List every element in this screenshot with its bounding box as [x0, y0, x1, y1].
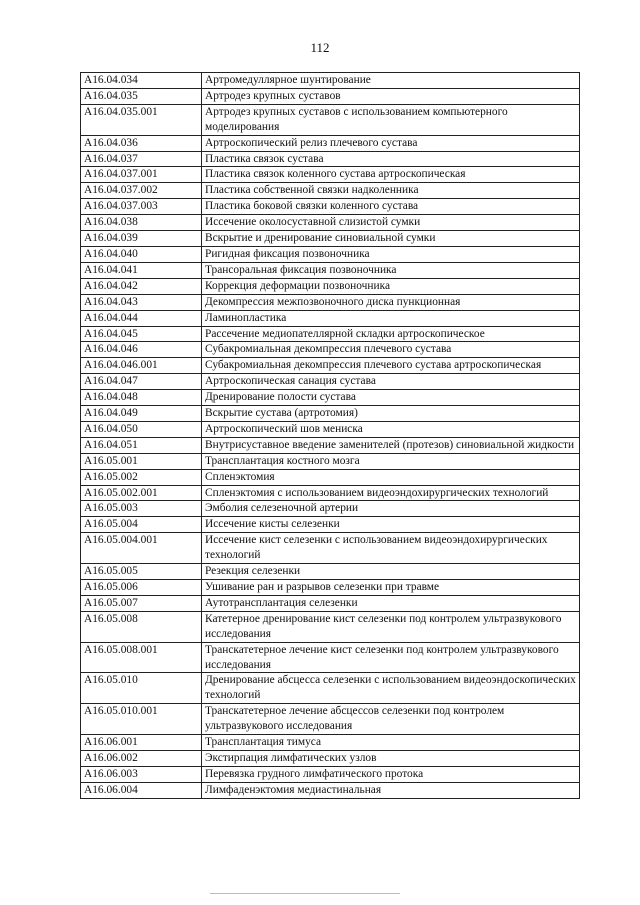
- table-row: [81, 374, 580, 390]
- procedure-code-cell: A16.04.044: [81, 310, 202, 326]
- table-row: [81, 580, 580, 596]
- table-row: [81, 673, 580, 704]
- procedure-code-cell: A16.05.001: [81, 453, 202, 469]
- table-row: [81, 595, 580, 611]
- procedure-code-cell: A16.04.043: [81, 294, 202, 310]
- table-row: [81, 342, 580, 358]
- procedure-code-cell: A16.05.007: [81, 595, 202, 611]
- procedure-code-cell: A16.04.049: [81, 406, 202, 422]
- procedure-name-cell: Субакромиальная декомпрессия плечевого сустава: [202, 342, 580, 358]
- procedure-code-cell: A16.05.010: [81, 673, 202, 704]
- table-row: [81, 73, 580, 89]
- procedure-code-cell: A16.04.048: [81, 390, 202, 406]
- procedure-code-cell: A16.05.004: [81, 517, 202, 533]
- procedure-name-cell: Иссечение кисты селезенки: [202, 517, 580, 533]
- table-row: [81, 517, 580, 533]
- table-row: [81, 390, 580, 406]
- procedure-name-cell: Спленэктомия: [202, 469, 580, 485]
- procedure-name-cell: Коррекция деформации позвоночника: [202, 278, 580, 294]
- table-row: [81, 704, 580, 735]
- table-row: [81, 735, 580, 751]
- table-row: [81, 358, 580, 374]
- table-row: [81, 326, 580, 342]
- procedure-code-cell: A16.06.002: [81, 750, 202, 766]
- table-row: [81, 406, 580, 422]
- table-row: [81, 135, 580, 151]
- table-row: [81, 766, 580, 782]
- table-row: [81, 501, 580, 517]
- procedure-code-cell: A16.04.041: [81, 262, 202, 278]
- procedure-code-cell: A16.04.037.002: [81, 183, 202, 199]
- procedure-code-cell: A16.06.003: [81, 766, 202, 782]
- table-body: [81, 73, 580, 799]
- procedure-codes-table: [80, 72, 580, 799]
- table-row: [81, 167, 580, 183]
- procedure-code-cell: A16.04.035: [81, 88, 202, 104]
- procedure-code-cell: A16.05.004.001: [81, 533, 202, 564]
- page-number: 112: [310, 40, 330, 55]
- procedure-name-cell: Транскатетерное лечение абсцессов селезенки под контролем ультразвукового исследования: [202, 704, 580, 735]
- procedure-code-cell: A16.04.051: [81, 437, 202, 453]
- procedure-name-cell: Артроскопическая санация сустава: [202, 374, 580, 390]
- procedure-code-cell: A16.04.042: [81, 278, 202, 294]
- procedure-name-cell: Дренирование абсцесса селезенки с использованием видеоэндоскопических технологий: [202, 673, 580, 704]
- procedure-code-cell: A16.05.008: [81, 611, 202, 642]
- table-row: [81, 421, 580, 437]
- procedure-code-cell: A16.04.040: [81, 246, 202, 262]
- procedure-name-cell: Иссечение кист селезенки с использованием видеоэндохирургических технологий: [202, 533, 580, 564]
- procedure-code-cell: A16.04.037: [81, 151, 202, 167]
- procedure-code-cell: A16.04.037.003: [81, 199, 202, 215]
- procedure-code-cell: A16.05.008.001: [81, 642, 202, 673]
- procedure-name-cell: Пластика собственной связки надколенника: [202, 183, 580, 199]
- table-row: [81, 453, 580, 469]
- table-row: [81, 437, 580, 453]
- procedure-name-cell: Перевязка грудного лимфатического протока: [202, 766, 580, 782]
- procedure-name-cell: Трансплантация костного мозга: [202, 453, 580, 469]
- procedure-code-cell: A16.04.037.001: [81, 167, 202, 183]
- procedure-code-cell: A16.05.010.001: [81, 704, 202, 735]
- procedure-name-cell: Иссечение околосуставной слизистой сумки: [202, 215, 580, 231]
- procedure-name-cell: Вскрытие сустава (артротомия): [202, 406, 580, 422]
- table-row: [81, 104, 580, 135]
- procedure-code-cell: A16.06.001: [81, 735, 202, 751]
- procedure-name-cell: Дренирование полости сустава: [202, 390, 580, 406]
- procedure-name-cell: Транскатетерное лечение кист селезенки под контролем ультразвукового исследования: [202, 642, 580, 673]
- procedure-name-cell: Артромедуллярное шунтирование: [202, 73, 580, 89]
- table-row: [81, 642, 580, 673]
- procedure-name-cell: Ушивание ран и разрывов селезенки при травме: [202, 580, 580, 596]
- table-row: [81, 246, 580, 262]
- procedure-name-cell: Артроскопический релиз плечевого сустава: [202, 135, 580, 151]
- table-row: [81, 151, 580, 167]
- procedure-name-cell: Артродез крупных суставов с использованием компьютерного моделирования: [202, 104, 580, 135]
- procedure-name-cell: Аутотрансплантация селезенки: [202, 595, 580, 611]
- procedure-name-cell: Субакромиальная декомпрессия плечевого сустава артроскопическая: [202, 358, 580, 374]
- table-row: [81, 750, 580, 766]
- procedure-code-cell: A16.06.004: [81, 782, 202, 798]
- procedure-name-cell: Резекция селезенки: [202, 564, 580, 580]
- procedure-name-cell: Пластика связок сустава: [202, 151, 580, 167]
- table-row: [81, 310, 580, 326]
- table-row: [81, 215, 580, 231]
- table-row: [81, 199, 580, 215]
- footer-divider: [210, 893, 400, 894]
- procedure-code-cell: A16.04.045: [81, 326, 202, 342]
- procedure-name-cell: Ламинопластика: [202, 310, 580, 326]
- procedure-name-cell: Ригидная фиксация позвоночника: [202, 246, 580, 262]
- procedure-code-cell: A16.04.047: [81, 374, 202, 390]
- table-row: [81, 88, 580, 104]
- procedure-name-cell: Экстирпация лимфатических узлов: [202, 750, 580, 766]
- table-row: [81, 183, 580, 199]
- procedure-name-cell: Катетерное дренирование кист селезенки под контролем ультразвукового исследования: [202, 611, 580, 642]
- procedure-code-cell: A16.04.046: [81, 342, 202, 358]
- table-row: [81, 294, 580, 310]
- procedure-name-cell: Внутрисуставное введение заменителей (протезов) синовиальной жидкости: [202, 437, 580, 453]
- procedure-name-cell: Пластика связок коленного сустава артроскопическая: [202, 167, 580, 183]
- table-row: [81, 231, 580, 247]
- procedure-name-cell: Артроскопический шов мениска: [202, 421, 580, 437]
- procedure-code-cell: A16.05.002: [81, 469, 202, 485]
- procedure-code-cell: A16.04.035.001: [81, 104, 202, 135]
- procedure-name-cell: Вскрытие и дренирование синовиальной сумки: [202, 231, 580, 247]
- table-row: [81, 485, 580, 501]
- procedure-name-cell: Трансплантация тимуса: [202, 735, 580, 751]
- procedure-code-cell: A16.05.005: [81, 564, 202, 580]
- procedure-code-cell: A16.04.039: [81, 231, 202, 247]
- procedure-name-cell: Лимфаденэктомия медиастинальная: [202, 782, 580, 798]
- table-row: [81, 782, 580, 798]
- table-row: [81, 278, 580, 294]
- table-row: [81, 469, 580, 485]
- procedure-name-cell: Пластика боковой связки коленного сустава: [202, 199, 580, 215]
- procedure-code-cell: A16.05.002.001: [81, 485, 202, 501]
- procedure-name-cell: Артродез крупных суставов: [202, 88, 580, 104]
- procedure-name-cell: Эмболия селезеночной артерии: [202, 501, 580, 517]
- procedure-code-cell: A16.04.038: [81, 215, 202, 231]
- procedure-code-cell: A16.05.006: [81, 580, 202, 596]
- procedure-name-cell: Рассечение медиопателлярной складки артроскопическое: [202, 326, 580, 342]
- table-row: [81, 611, 580, 642]
- procedure-code-cell: A16.04.046.001: [81, 358, 202, 374]
- table-row: [81, 533, 580, 564]
- procedure-code-cell: A16.04.036: [81, 135, 202, 151]
- procedure-name-cell: Спленэктомия с использованием видеоэндохирургических технологий: [202, 485, 580, 501]
- procedure-code-cell: A16.04.050: [81, 421, 202, 437]
- procedure-code-cell: A16.04.034: [81, 73, 202, 89]
- table-row: [81, 262, 580, 278]
- procedure-name-cell: Трансоральная фиксация позвоночника: [202, 262, 580, 278]
- procedure-name-cell: Декомпрессия межпозвоночного диска пункционная: [202, 294, 580, 310]
- table-row: [81, 564, 580, 580]
- procedure-code-cell: A16.05.003: [81, 501, 202, 517]
